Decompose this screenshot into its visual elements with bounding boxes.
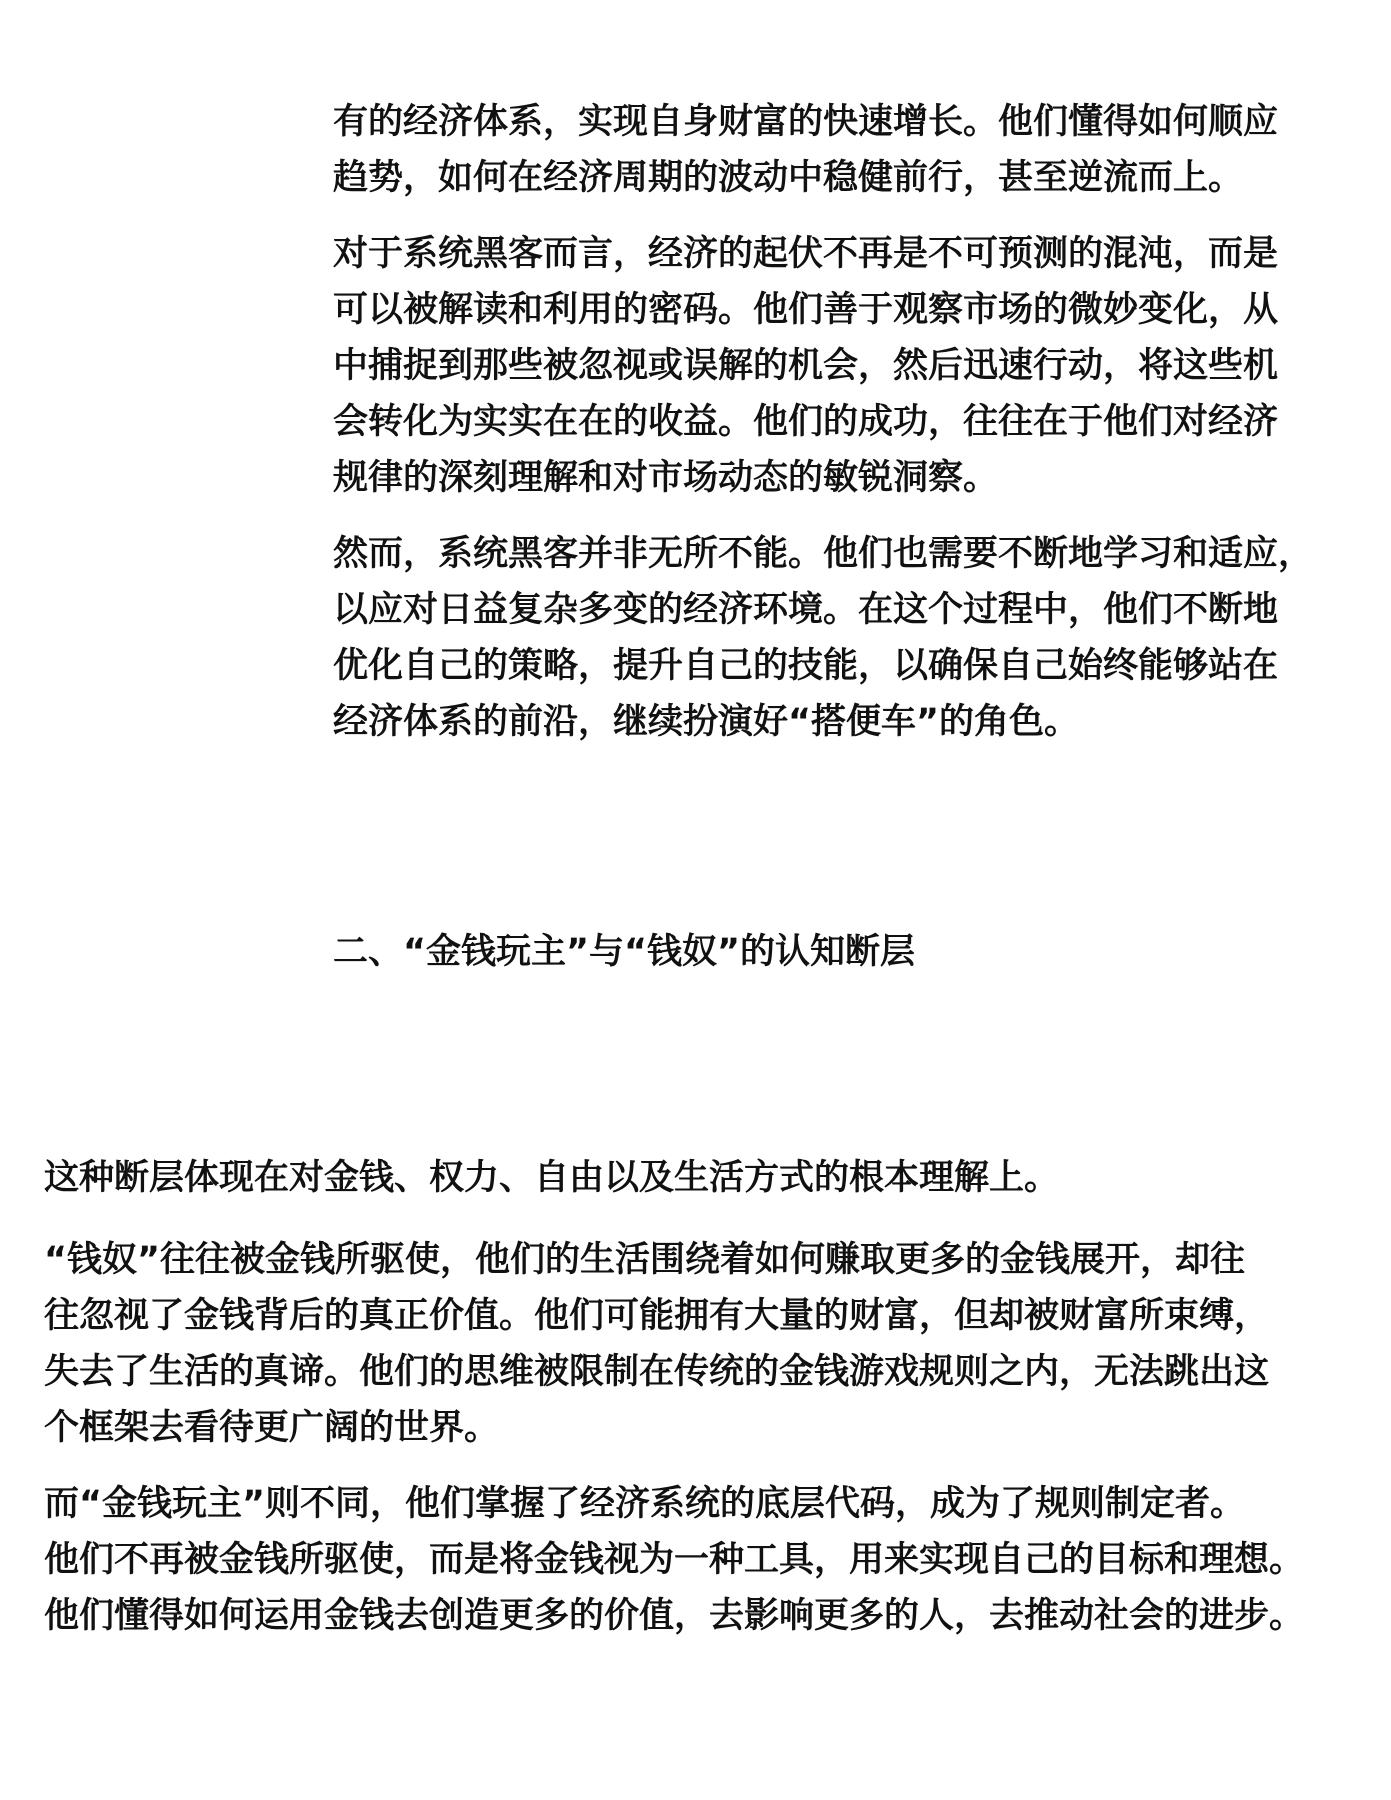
- paragraph-line: 他们懂得如何运用金钱去创造更多的价值，去影响更多的人，去推动社会的进步。: [44, 1596, 1305, 1636]
- paragraph-line: 然而，系统黑客并非无所不能。他们也需要不断地学习和适应，: [333, 534, 1314, 574]
- paragraph-line: 中捕捉到那些被忽视或误解的机会，然后迅速行动，将这些机: [333, 346, 1279, 386]
- section-heading: 二、“金钱玩主”与“钱奴”的认知断层: [333, 932, 916, 972]
- paragraph-line: 以应对日益复杂多变的经济环境。在这个过程中，他们不断地: [333, 590, 1279, 630]
- paragraph-line: 规律的深刻理解和对市场动态的敏锐洞察。: [333, 458, 999, 498]
- paragraph-line: 会转化为实实在在的收益。他们的成功，往往在于他们对经济: [333, 402, 1279, 442]
- paragraph-line: “钱奴”往往被金钱所驱使，他们的生活围绕着如何赚取更多的金钱展开，却往: [44, 1240, 1246, 1280]
- paragraph-line: 趋势，如何在经济周期的波动中稳健前行，甚至逆流而上。: [333, 158, 1244, 198]
- paragraph-line: 这种断层体现在对金钱、权力、自由以及生活方式的根本理解上。: [44, 1158, 1060, 1198]
- paragraph-6: [44, 1476, 1304, 1644]
- paragraph-4: [44, 1150, 1059, 1206]
- paragraph-2: [333, 226, 1278, 506]
- paragraph-line: 而“金钱玩主”则不同，他们掌握了经济系统的底层代码，成为了规则制定者。: [44, 1484, 1246, 1524]
- paragraph-line: 对于系统黑客而言，经济的起伏不再是不可预测的混沌，而是: [333, 234, 1279, 274]
- paragraph-5: [44, 1232, 1269, 1456]
- paragraph-line: 往忽视了金钱背后的真正价值。他们可能拥有大量的财富，但却被财富所束缚，: [44, 1296, 1270, 1336]
- paragraph-line: 可以被解读和利用的密码。他们善于观察市场的微妙变化，从: [333, 290, 1279, 330]
- paragraph-line: 失去了生活的真谛。他们的思维被限制在传统的金钱游戏规则之内，无法跳出这: [44, 1352, 1270, 1392]
- paragraph-line: 经济体系的前沿，继续扮演好“搭便车”的角色。: [333, 702, 1080, 742]
- paragraph-line: 有的经济体系，实现自身财富的快速增长。他们懂得如何顺应: [333, 102, 1279, 142]
- paragraph-line: 个框架去看待更广阔的世界。: [44, 1408, 500, 1448]
- paragraph-line: 优化自己的策略，提升自己的技能，以确保自己始终能够站在: [333, 646, 1279, 686]
- paragraph-line: 他们不再被金钱所驱使，而是将金钱视为一种工具，用来实现自己的目标和理想。: [44, 1540, 1305, 1580]
- paragraph-3: [333, 526, 1313, 750]
- paragraph-1: [333, 94, 1278, 206]
